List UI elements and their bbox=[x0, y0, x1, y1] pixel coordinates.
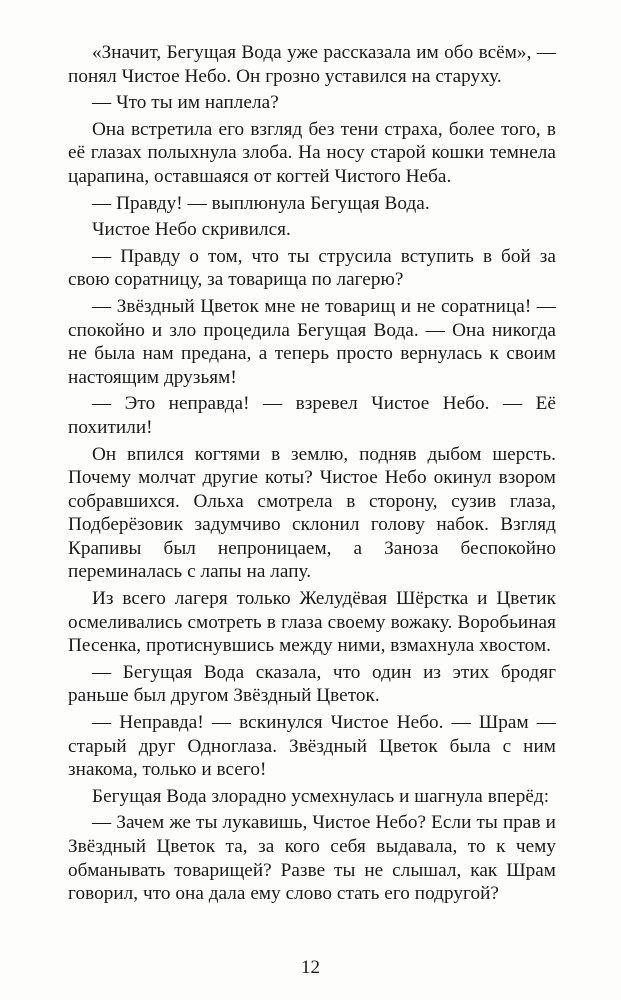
paragraph-8: — Это неправда! — взревел Чистое Небо. — Её похитили! bbox=[68, 393, 556, 438]
paragraph-1: «Значит, Бегущая Вода уже рассказала им обо всём», — понял Чистое Небо. Он грозно уставился на старуху. bbox=[68, 42, 556, 87]
paragraph-4: — Правду! — выплюнула Бегущая Вода. bbox=[92, 192, 430, 214]
paragraph-7: — Звёздный Цветок мне не товарищ и не соратница! — спокойно и зло процедила Бегущая Вода. — Она никогда не была нам предана, а теперь просто вернулась к своим настоящим друзьям! bbox=[68, 295, 556, 388]
paragraph-12: — Неправда! — вскинулся Чистое Небо. — Шрам — старый друг Одноглаза. Звёздный Цветок была с ним знакома, только и всего! bbox=[68, 712, 556, 781]
page-number: 12 bbox=[301, 957, 320, 978]
paragraph-2: — Что ты им наплела? bbox=[92, 92, 279, 114]
body-text bbox=[68, 41, 556, 906]
paragraph-11: — Бегущая Вода сказала, что один из этих бродяг раньше был другом Звёздный Цветок. bbox=[68, 661, 556, 707]
paragraph-9: Он впился когтями в землю, подняв дыбом шерсть. Почему молчат другие коты? Чистое Небо окинул взором собравшихся. Ольха смотрела в сторону, сузив глаза, Подберёзовик задумчиво склонил голову набок. Взгляд Крапивы был непроницаем, а Заноза беспокойно переминалась с лапы на лапу. bbox=[68, 443, 556, 583]
paragraph-3: Она встретила его взгляд без тени страха, более того, в её глазах полыхнула злоба. На носу старой кошки темнела царапина, оставшаяся от когтей Чистого Неба. bbox=[68, 118, 556, 187]
paragraph-10: Из всего лагеря только Желудёвая Шёрстка и Цветик осмеливались смотреть в глаза своему вожаку. Воробьиная Песенка, протиснувшись между ними, взмахнула хвостом. bbox=[68, 588, 556, 657]
paragraph-6: — Правду о том, что ты струсила вступить в бой за свою соратницу, за товарища по лагерю? bbox=[68, 245, 556, 291]
paragraph-5: Чистое Небо скривился. bbox=[92, 219, 291, 241]
paragraph-14: — Зачем же ты лукавишь, Чистое Небо? Если ты прав и Звёздный Цветок та, за кого себя выдавала, то к чему обманывать товарищей? Разве ты не слышал, как Шрам говорил, что она дала ему слово стать его подругой? bbox=[68, 812, 556, 905]
paragraph-13: Бегущая Вода злорадно усмехнулась и шагнула вперёд: bbox=[92, 785, 550, 807]
